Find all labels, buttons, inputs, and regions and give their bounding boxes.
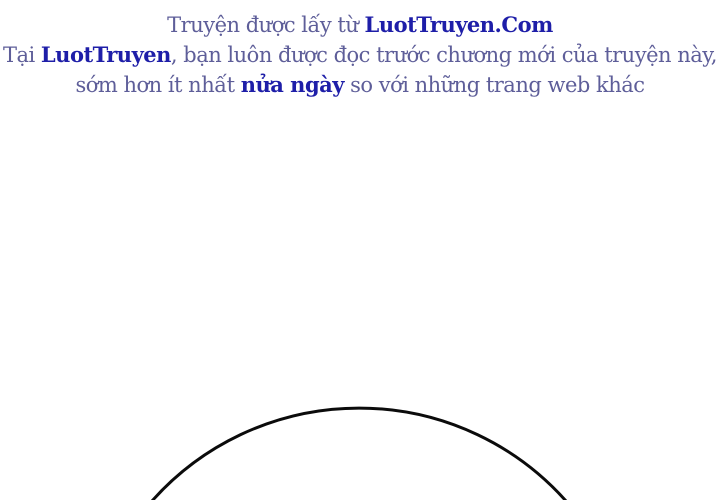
watermark-line-2-post: , bạn luôn được đọc trước chương mới của truyện này, xyxy=(170,43,717,67)
site-name: LuotTruyen xyxy=(40,42,171,67)
watermark-line-3-pre: sớm hơn ít nhất xyxy=(75,73,241,97)
watermark-line-2-pre: Tại xyxy=(2,43,41,67)
highlight-half-day: nửa ngày xyxy=(240,72,344,97)
site-name-domain: LuotTruyen.Com xyxy=(364,12,553,37)
watermark-line-3-post: so với những trang web khác xyxy=(343,73,645,97)
head-outline-arc xyxy=(152,408,566,500)
watermark-line-1-pre: Truyện được lấy từ xyxy=(167,13,365,37)
